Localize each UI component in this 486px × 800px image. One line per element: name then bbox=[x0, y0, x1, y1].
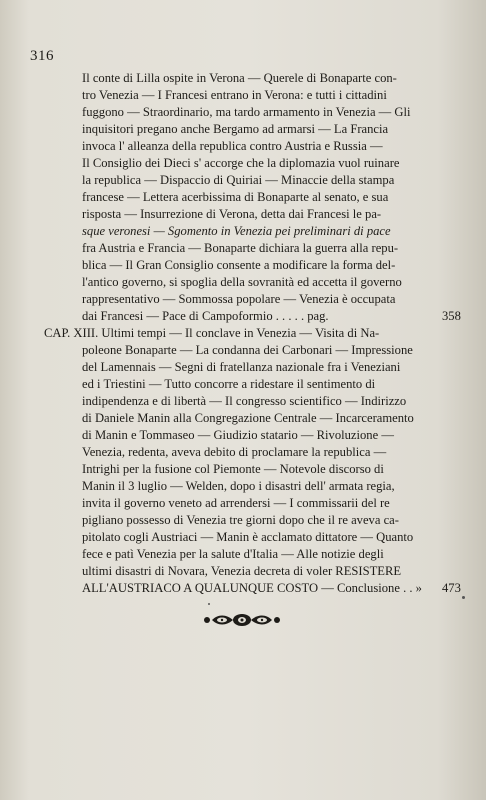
toc-line: fece e patì Venezia per la salute d'Italia — Alle notizie degli bbox=[82, 547, 384, 561]
page-reference: 358 bbox=[442, 309, 461, 323]
toc-line: indipendenza e di libertà — Il congresso scientifico — Indirizzo bbox=[82, 394, 407, 408]
toc-line: sque veronesi — Sgomento in Venezia pei preliminari di pace bbox=[82, 224, 391, 238]
toc-line: dai Francesi — Pace di Campoformio . . . . . pag. bbox=[82, 309, 329, 323]
toc-line: la republica — Dispaccio di Quiriai — Minaccie della stampa bbox=[82, 173, 395, 187]
toc-line: ultimi disastri di Novara, Venezia decreta di voler RESISTERE bbox=[82, 564, 402, 578]
toc-line: Il Consiglio dei Dieci s' accorge che la diplomazia vuol ruinare bbox=[82, 156, 400, 170]
toc-line: l'antico governo, si spoglia della sovranità ed accetta il governo bbox=[82, 275, 402, 289]
toc-line: ALL'AUSTRIACO A QUALUNQUE COSTO — Conclusione . . » bbox=[82, 581, 422, 595]
toc-line: invoca l' alleanza della republica contro Austria e Russia — bbox=[82, 139, 383, 153]
toc-line: pitolato cogli Austriaci — Manin è acclamato dittatore — Quanto bbox=[82, 530, 414, 544]
paper-speck bbox=[462, 596, 465, 599]
toc-line: tro Venezia — I Francesi entrano in Verona: e tutti i cittadini bbox=[82, 88, 387, 102]
toc-line: Venezia, redenta, aveva debito di proclamare la republica — bbox=[82, 445, 387, 459]
chapter-heading-line: CAP. XIII. Ultimi tempi — Il conclave in Venezia — Visita di Na- bbox=[44, 326, 380, 340]
toc-line: francese — Lettera acerbissima di Bonaparte al senato, e sua bbox=[82, 190, 389, 204]
toc-line: rappresentativo — Sommossa popolare — Venezia è occupata bbox=[82, 292, 396, 306]
toc-line: pigliano possesso di Venezia tre giorni dopo che il re aveva ca- bbox=[82, 513, 399, 527]
decorative-ornament bbox=[202, 611, 282, 629]
toc-line: fra Austria e Francia — Bonaparte dichiara la guerra alla repu- bbox=[82, 241, 399, 255]
toc-line: invita il governo veneto ad arrendersi — I commissarii del re bbox=[82, 496, 390, 510]
toc-line: fuggono — Straordinario, ma tardo armamento in Venezia — Gli bbox=[82, 105, 411, 119]
page-reference: 473 bbox=[442, 581, 461, 595]
paper-speck bbox=[208, 603, 210, 605]
toc-line: di Daniele Manin alla Congregazione Centrale — Incarceramento bbox=[82, 411, 414, 425]
toc-line: Manin il 3 luglio — Welden, dopo i disastri dell' armata regia, bbox=[82, 479, 395, 493]
toc-line: del Lamennais — Segni di fratellanza nazionale fra i Veneziani bbox=[82, 360, 401, 374]
toc-line: Intrighi per la fusione col Piemonte — Notevole discorso di bbox=[82, 462, 384, 476]
toc-line: blica — Il Gran Consiglio consente a modificare la forma del- bbox=[82, 258, 396, 272]
toc-line: poleone Bonaparte — La condanna dei Carbonari — Impressione bbox=[82, 343, 413, 357]
toc-line: inquisitori pregano anche Bergamo ad armarsi — La Francia bbox=[82, 122, 389, 136]
toc-line: di Manin e Tommaseo — Giudizio statario — Rivoluzione — bbox=[82, 428, 394, 442]
page-number: 316 bbox=[30, 48, 54, 64]
toc-line: risposta — Insurrezione di Verona, detta dai Francesi le pa- bbox=[82, 207, 382, 221]
toc-line: Il conte di Lilla ospite in Verona — Querele di Bonaparte con- bbox=[82, 71, 397, 85]
toc-line: ed i Triestini — Tutto concorre a ridestare il sentimento di bbox=[82, 377, 376, 391]
